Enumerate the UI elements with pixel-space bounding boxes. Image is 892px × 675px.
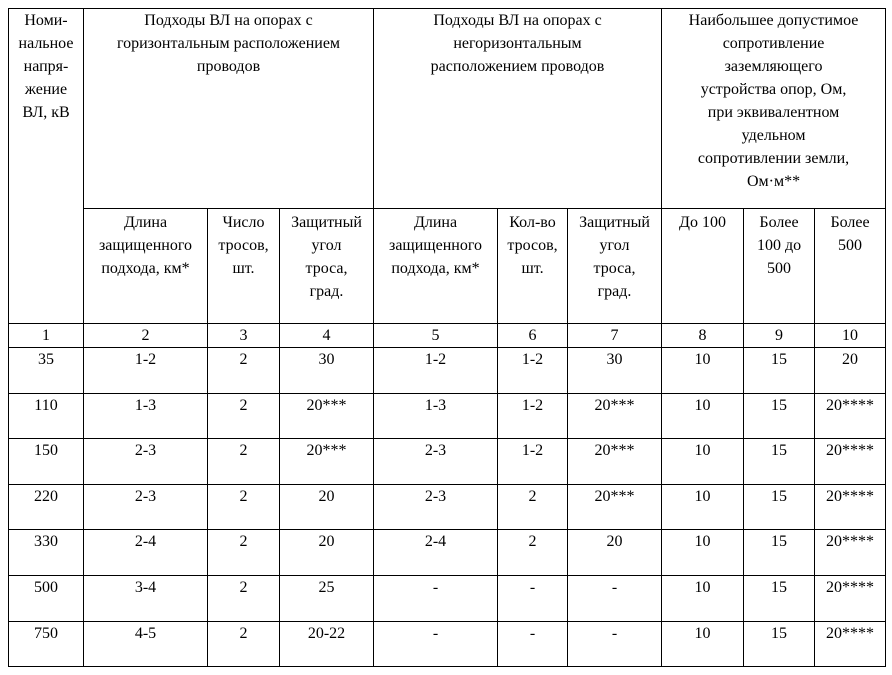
table-cell: 15	[744, 393, 815, 439]
table-cell: 10	[662, 393, 744, 439]
header-horizontal-wires	[84, 9, 374, 209]
header-line: Более	[830, 214, 870, 231]
column-number: 4	[280, 324, 374, 348]
table-cell: -	[374, 575, 498, 621]
header-line: Номи-	[24, 12, 68, 29]
table-cell: 20	[815, 348, 886, 394]
table-cell: 2-3	[374, 484, 498, 530]
column-number: 6	[498, 324, 568, 348]
header-line: подхода, км*	[391, 260, 480, 277]
header-g1-cables	[208, 209, 280, 324]
header-line: троса,	[305, 260, 348, 277]
header-line: расположением проводов	[430, 58, 605, 75]
table-cell: 4-5	[84, 621, 208, 667]
table-cell: 20***	[280, 439, 374, 485]
column-number: 10	[815, 324, 886, 348]
header-line: горизонтальным расположением	[116, 35, 341, 52]
header-line: 500	[767, 260, 792, 277]
table-cell: 20****	[815, 484, 886, 530]
voltage-cell: 330	[9, 530, 84, 576]
header-line: Длина	[413, 214, 458, 231]
table-cell: 20***	[568, 393, 662, 439]
table-cell: -	[498, 621, 568, 667]
table-row	[9, 575, 886, 621]
header-line: жение	[24, 81, 68, 98]
table-cell: 2-4	[84, 530, 208, 576]
header-nominal-voltage	[9, 9, 84, 324]
table-cell: 10	[662, 575, 744, 621]
table-cell: 20	[280, 530, 374, 576]
header-line: 500	[838, 237, 863, 254]
table-cell: 15	[744, 484, 815, 530]
table-row	[9, 348, 886, 394]
header-line: угол	[311, 237, 342, 254]
table-body	[9, 348, 886, 667]
column-number: 5	[374, 324, 498, 348]
table-cell: 20***	[568, 439, 662, 485]
header-line: 100 до	[756, 237, 802, 254]
table-cell: 1-2	[84, 348, 208, 394]
header-line: проводов	[196, 58, 261, 75]
table-cell: 2-3	[374, 439, 498, 485]
table-cell: 15	[744, 439, 815, 485]
header-line: Число	[222, 214, 265, 231]
table-cell: 20***	[280, 393, 374, 439]
header-line: град.	[597, 283, 632, 300]
table-cell: 30	[280, 348, 374, 394]
table-cell: 10	[662, 621, 744, 667]
header-line: удельном	[741, 127, 806, 144]
table-cell: 1-2	[498, 348, 568, 394]
header-line: Ом·м**	[746, 173, 801, 190]
header-line: шт.	[521, 260, 544, 277]
table-cell: 2-3	[84, 439, 208, 485]
header-line: шт.	[232, 260, 255, 277]
header-g2-length	[374, 209, 498, 324]
table-cell: 2	[208, 439, 280, 485]
table-cell: 2	[208, 484, 280, 530]
voltage-cell: 500	[9, 575, 84, 621]
table-cell: 2-4	[374, 530, 498, 576]
table-row	[9, 530, 886, 576]
header-line: Подходы ВЛ на опорах с	[144, 12, 313, 29]
header-line: троса,	[593, 260, 636, 277]
header-line: при эквивалентном	[707, 104, 840, 121]
header-line: угол	[599, 237, 630, 254]
header-line: защищенного	[98, 237, 192, 254]
header-line: Подходы ВЛ на опорах с	[433, 12, 602, 29]
header-line: Кол-во	[509, 214, 556, 231]
voltage-cell: 750	[9, 621, 84, 667]
table-cell: 2	[208, 530, 280, 576]
header-g2-angle	[568, 209, 662, 324]
table-cell: 20-22	[280, 621, 374, 667]
header-line: ВЛ, кВ	[22, 104, 70, 121]
header-line: заземляющего	[724, 58, 823, 75]
table-row	[9, 484, 886, 530]
table-cell: 20****	[815, 393, 886, 439]
column-number: 3	[208, 324, 280, 348]
table-cell: 2	[208, 575, 280, 621]
table-cell: 25	[280, 575, 374, 621]
table-cell: 2	[498, 530, 568, 576]
table-cell: -	[374, 621, 498, 667]
voltage-cell: 150	[9, 439, 84, 485]
header-line: напря-	[23, 58, 69, 75]
table-cell: 20****	[815, 621, 886, 667]
table-cell: 1-3	[374, 393, 498, 439]
table-cell: 20***	[568, 484, 662, 530]
table-cell: 1-3	[84, 393, 208, 439]
table-cell: 20	[568, 530, 662, 576]
header-line: защищенного	[389, 237, 483, 254]
table-row	[9, 393, 886, 439]
header-line: До 100	[679, 214, 726, 231]
header-line: тросов,	[218, 237, 269, 254]
table-cell: -	[498, 575, 568, 621]
header-line: Более	[759, 214, 799, 231]
table-cell: 20****	[815, 530, 886, 576]
table-cell: -	[568, 621, 662, 667]
column-number-row	[9, 324, 886, 348]
header-nonhorizontal-wires	[374, 9, 662, 209]
table-cell: 10	[662, 348, 744, 394]
header-line: сопротивлении земли,	[697, 150, 850, 167]
table-cell: 1-2	[498, 393, 568, 439]
header-g1-length	[84, 209, 208, 324]
column-number: 8	[662, 324, 744, 348]
header-line: Защитный	[291, 214, 362, 231]
table-cell: 10	[662, 484, 744, 530]
header-resistivity-100-500	[744, 209, 815, 324]
table-cell: 1-2	[498, 439, 568, 485]
table-cell: 10	[662, 439, 744, 485]
table-cell: 15	[744, 621, 815, 667]
table-cell: 2-3	[84, 484, 208, 530]
table-cell: 2	[498, 484, 568, 530]
header-line: Защитный	[579, 214, 650, 231]
header-resistivity-over-500	[815, 209, 886, 324]
table-cell: -	[568, 575, 662, 621]
table-cell: 15	[744, 348, 815, 394]
table-cell: 20****	[815, 575, 886, 621]
column-number: 9	[744, 324, 815, 348]
table-cell: 2	[208, 393, 280, 439]
table-row	[9, 621, 886, 667]
header-line: град.	[309, 283, 344, 300]
header-line: Длина	[123, 214, 168, 231]
header-line: негоризонтальным	[453, 35, 582, 52]
table-cell: 30	[568, 348, 662, 394]
header-max-resistance	[662, 9, 886, 209]
table-cell: 1-2	[374, 348, 498, 394]
voltage-cell: 220	[9, 484, 84, 530]
header-resistivity-up-to-100	[662, 209, 744, 324]
column-number: 1	[9, 324, 84, 348]
voltage-cell: 110	[9, 393, 84, 439]
header-g1-angle	[280, 209, 374, 324]
table-cell: 3-4	[84, 575, 208, 621]
table-cell: 15	[744, 530, 815, 576]
table-cell: 20****	[815, 439, 886, 485]
table-cell: 2	[208, 621, 280, 667]
header-line: нальное	[18, 35, 74, 52]
table-cell: 20	[280, 484, 374, 530]
column-number: 2	[84, 324, 208, 348]
table-row	[9, 439, 886, 485]
voltage-cell: 35	[9, 348, 84, 394]
column-number: 7	[568, 324, 662, 348]
header-line: Наибольшее допустимое	[688, 12, 859, 29]
header-line: устройства опор, Ом,	[700, 81, 847, 98]
header-line: тросов,	[507, 237, 558, 254]
table-cell: 15	[744, 575, 815, 621]
header-line: сопротивление	[722, 35, 825, 52]
header-g2-cables	[498, 209, 568, 324]
table-cell: 2	[208, 348, 280, 394]
header-line: подхода, км*	[101, 260, 190, 277]
table-cell: 10	[662, 530, 744, 576]
grounding-requirements-table	[8, 8, 886, 667]
